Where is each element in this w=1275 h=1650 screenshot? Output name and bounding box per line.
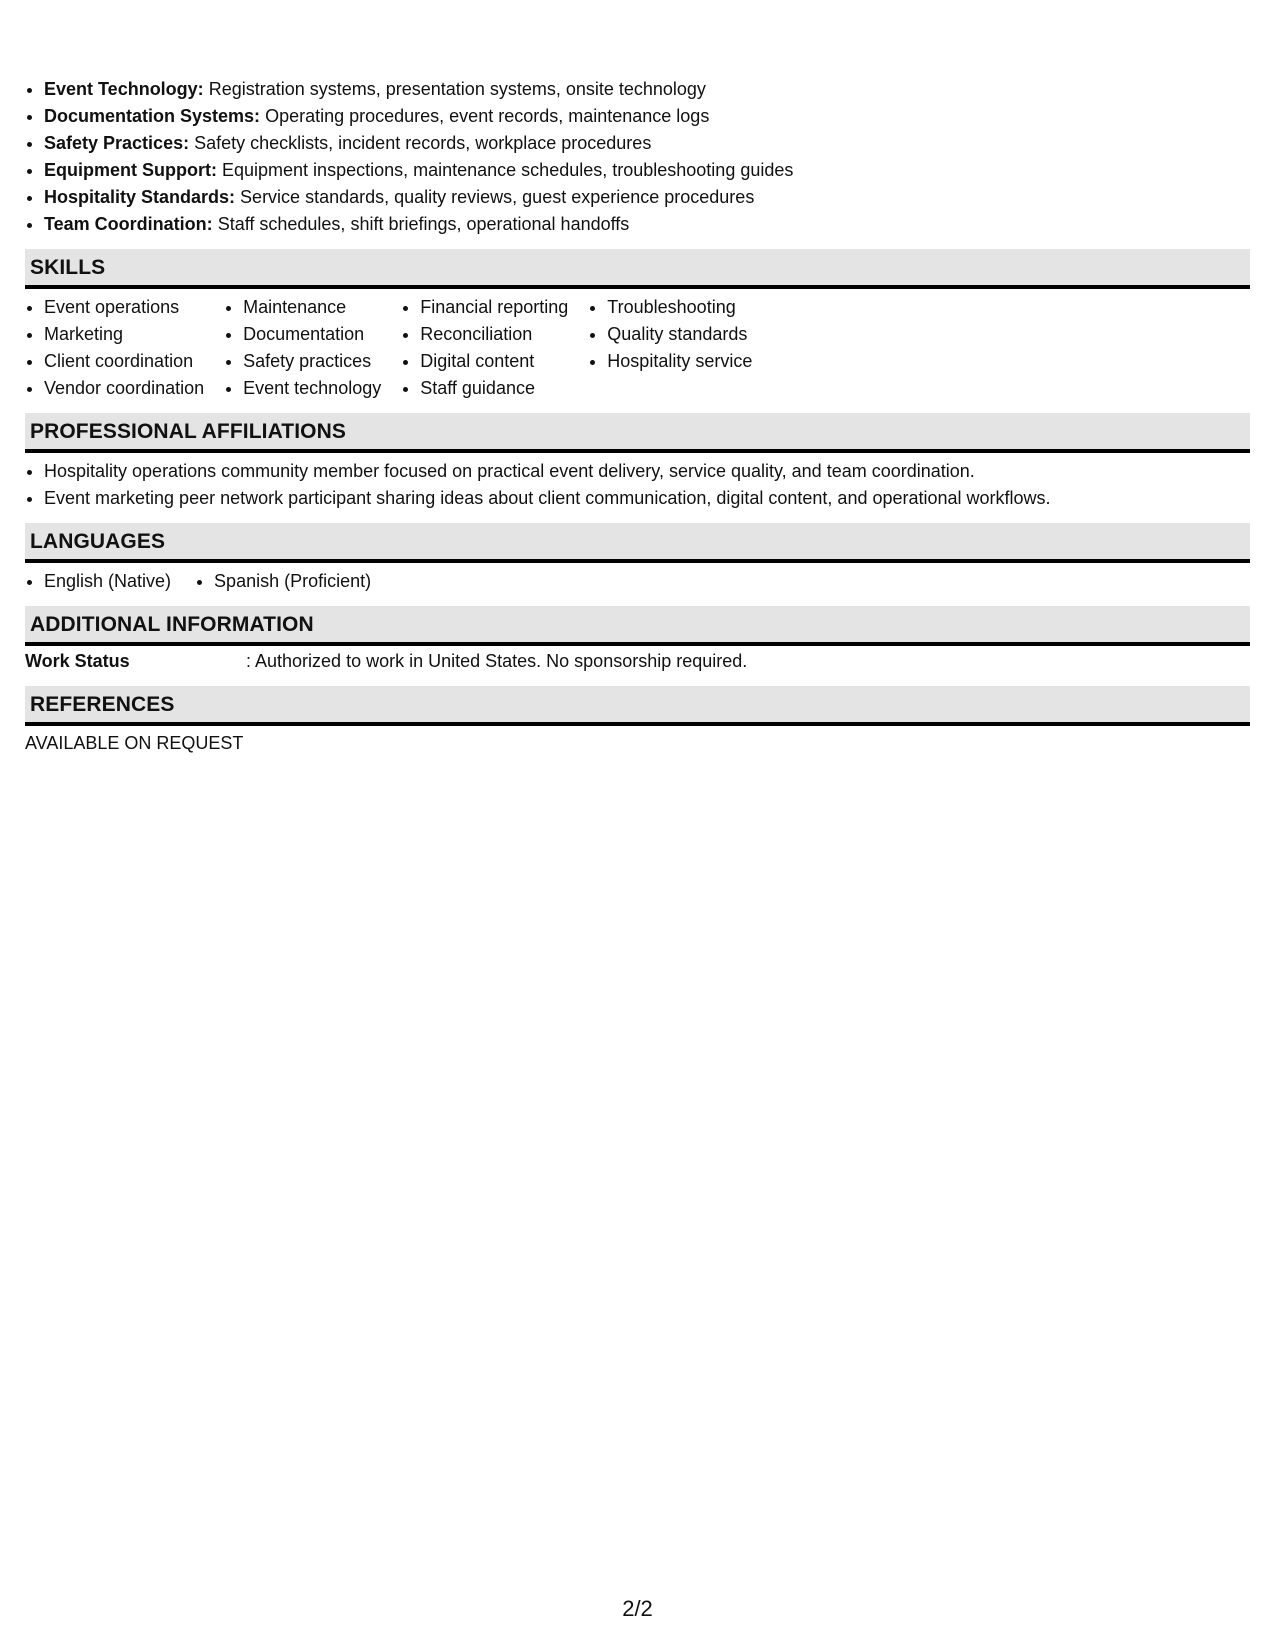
detail-text: Safety checklists, incident records, workplace procedures	[194, 133, 652, 153]
languages-row	[25, 563, 1250, 595]
detail-item	[44, 103, 1250, 130]
affiliations-body	[25, 453, 1250, 512]
skill-item: • Documentation	[243, 321, 381, 348]
skills-column	[224, 294, 381, 402]
skills-section	[25, 249, 1250, 402]
detail-item	[44, 76, 1250, 103]
skill-item: • Maintenance	[243, 294, 381, 321]
skill-item: • Vendor coordination	[44, 375, 204, 402]
skills-heading: SKILLS	[25, 249, 1250, 289]
skill-item: • Client coordination	[44, 348, 204, 375]
skill-item: • Quality standards	[607, 321, 752, 348]
affiliations-heading: PROFESSIONAL AFFILIATIONS	[25, 413, 1250, 453]
detail-item	[44, 157, 1250, 184]
detail-item	[44, 184, 1250, 211]
skill-item: • Safety practices	[243, 348, 381, 375]
skill-item: • Reconciliation	[420, 321, 568, 348]
skills-column	[401, 294, 568, 402]
language-item: • Spanish (Proficient)	[214, 568, 371, 595]
skill-item: • Event operations	[44, 294, 204, 321]
experience-details-list	[25, 76, 1250, 238]
page-number: 2/2	[622, 1596, 653, 1621]
resume-page	[25, 76, 1250, 757]
skill-item: • Financial reporting	[420, 294, 568, 321]
languages-heading: LANGUAGES	[25, 523, 1250, 563]
additional-info-section	[25, 606, 1250, 675]
references-section	[25, 686, 1250, 757]
skill-item: • Staff guidance	[420, 375, 568, 402]
languages-section	[25, 523, 1250, 595]
skill-item: • Digital content	[420, 348, 568, 375]
work-status-row	[25, 646, 1250, 675]
detail-label: Event Technology:	[44, 79, 204, 99]
skill-item: • Event technology	[243, 375, 381, 402]
work-status-label: Work Status	[25, 651, 130, 671]
detail-label: Equipment Support:	[44, 160, 217, 180]
affiliations-section	[25, 413, 1250, 512]
detail-item	[44, 130, 1250, 157]
affiliations-list	[25, 458, 1250, 512]
detail-label: Team Coordination:	[44, 214, 213, 234]
affiliation-item: • Event marketing peer network participant sharing ideas about client communication, digital content, and operational workflows.	[44, 485, 1250, 512]
detail-text: Service standards, quality reviews, guest experience procedures	[240, 187, 755, 207]
detail-label: Hospitality Standards:	[44, 187, 236, 207]
skills-column	[25, 294, 204, 402]
detail-item	[44, 211, 1250, 238]
detail-label: Documentation Systems:	[44, 106, 261, 126]
detail-text: Staff schedules, shift briefings, operational handoffs	[217, 214, 630, 234]
detail-text: Registration systems, presentation systems, onsite technology	[208, 79, 706, 99]
skill-item: • Marketing	[44, 321, 204, 348]
skill-item: • Troubleshooting	[607, 294, 752, 321]
affiliation-item: • Hospitality operations community member focused on practical event delivery, service quality, and team coordination.	[44, 458, 1250, 485]
detail-text: Equipment inspections, maintenance schedules, troubleshooting guides	[222, 160, 794, 180]
detail-label: Safety Practices:	[44, 133, 190, 153]
references-text: AVAILABLE ON REQUEST	[25, 733, 244, 753]
additional-info-heading: ADDITIONAL INFORMATION	[25, 606, 1250, 646]
skills-column	[588, 294, 752, 402]
work-status-value: : Authorized to work in United States. No sponsorship required.	[246, 651, 748, 671]
language-item: • English (Native)	[44, 568, 171, 595]
references-heading: REFERENCES	[25, 686, 1250, 726]
languages-list	[195, 568, 371, 595]
skill-item: • Hospitality service	[607, 348, 752, 375]
skills-grid	[25, 289, 1250, 402]
languages-list	[25, 568, 171, 595]
detail-text: Operating procedures, event records, maintenance logs	[265, 106, 710, 126]
